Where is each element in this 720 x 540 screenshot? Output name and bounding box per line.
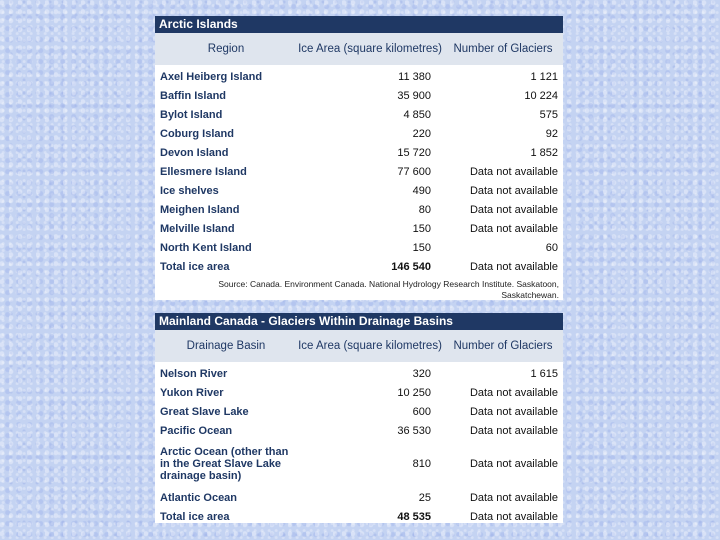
header-drainage-basin: Drainage Basin — [186, 339, 266, 352]
row-glaciers: Data not available — [469, 165, 558, 178]
total-row — [155, 257, 563, 276]
row-glaciers: Data not available — [469, 510, 558, 523]
row-area: 4 850 — [403, 108, 431, 121]
table-row — [155, 402, 563, 421]
row-glaciers: 1 121 — [530, 70, 558, 83]
row-name: Nelson River — [160, 367, 228, 380]
row-area: 810 — [412, 458, 431, 470]
header-ice-area: Ice Area (square kilometres) — [298, 42, 442, 55]
table-row — [155, 67, 563, 86]
row-name: Bylot Island — [160, 108, 223, 121]
row-area: 80 — [418, 203, 431, 216]
table-row — [155, 124, 563, 143]
mainland-canada-table — [155, 313, 563, 523]
table-row — [155, 143, 563, 162]
row-area: 77 600 — [397, 165, 431, 178]
arctic-column-headers — [155, 33, 563, 65]
row-name: Meighen Island — [160, 203, 240, 216]
row-glaciers: 92 — [545, 127, 558, 140]
row-glaciers: Data not available — [469, 260, 558, 273]
table-row — [155, 383, 563, 402]
row-name: Axel Heiberg Island — [160, 70, 263, 83]
row-glaciers: Data not available — [469, 405, 558, 418]
row-glaciers: 1 852 — [530, 146, 558, 159]
row-name: Yukon River — [160, 386, 224, 399]
row-name: Pacific Ocean — [160, 424, 233, 437]
row-glaciers: Data not available — [469, 222, 558, 235]
row-name: Total ice area — [160, 260, 230, 273]
row-area: 48 535 — [397, 510, 431, 523]
row-area: 600 — [412, 405, 431, 418]
row-name: Ellesmere Island — [160, 165, 247, 178]
row-area: 35 900 — [397, 89, 431, 102]
row-area: 10 250 — [397, 386, 431, 399]
header-ice-area: Ice Area (square kilometres) — [298, 339, 442, 352]
table-row — [155, 162, 563, 181]
total-row — [155, 507, 563, 526]
row-name: Melville Island — [160, 222, 235, 235]
row-area: 15 720 — [397, 146, 431, 159]
source-note: Source: Canada. Environment Canada. National Hydrology Research Institute. Saskatoon, Saskatchewan. — [218, 279, 559, 300]
mainland-column-headers — [155, 330, 563, 362]
row-name: Arctic Ocean (other than in the Great Slave Lake drainage basin) — [160, 446, 289, 482]
row-area: 25 — [418, 491, 431, 504]
row-glaciers: 1 615 — [530, 367, 558, 380]
row-name: Total ice area — [160, 510, 230, 523]
row-area: 150 — [412, 241, 431, 254]
row-area: 490 — [412, 184, 431, 197]
row-area: 220 — [412, 127, 431, 140]
arctic-islands-table — [155, 16, 563, 300]
row-glaciers: Data not available — [469, 491, 558, 504]
row-name: Atlantic Ocean — [160, 491, 238, 504]
row-name: Coburg Island — [160, 127, 234, 140]
row-glaciers: 575 — [539, 108, 558, 121]
row-name: Devon Island — [160, 146, 229, 159]
header-region: Region — [207, 42, 245, 55]
header-number-of-glaciers: Number of Glaciers — [453, 42, 553, 55]
row-area: 150 — [412, 222, 431, 235]
table-row — [155, 86, 563, 105]
row-glaciers: Data not available — [469, 386, 558, 399]
table-row — [155, 219, 563, 238]
arctic-islands-title: Arctic Islands — [155, 16, 563, 33]
row-area: 146 540 — [391, 260, 431, 273]
row-glaciers: 60 — [545, 241, 558, 254]
table-row — [155, 421, 563, 440]
row-name: Ice shelves — [160, 184, 219, 197]
row-name: Baffin Island — [160, 89, 227, 102]
mainland-canada-title: Mainland Canada - Glaciers Within Drainage Basins — [155, 313, 563, 330]
row-glaciers: Data not available — [469, 184, 558, 197]
table-row — [155, 440, 563, 488]
row-glaciers: Data not available — [469, 424, 558, 437]
table-row — [155, 105, 563, 124]
table-row — [155, 364, 563, 383]
row-name: North Kent Island — [160, 241, 252, 254]
row-glaciers: Data not available — [469, 458, 558, 470]
row-glaciers: Data not available — [469, 203, 558, 216]
row-glaciers: 10 224 — [524, 89, 558, 102]
table-row — [155, 488, 563, 507]
table-row — [155, 200, 563, 219]
row-name: Great Slave Lake — [160, 405, 249, 418]
row-area: 36 530 — [397, 424, 431, 437]
header-number-of-glaciers: Number of Glaciers — [453, 339, 553, 352]
table-row — [155, 238, 563, 257]
row-area: 320 — [412, 367, 431, 380]
table-row — [155, 181, 563, 200]
row-area: 11 380 — [398, 70, 431, 83]
